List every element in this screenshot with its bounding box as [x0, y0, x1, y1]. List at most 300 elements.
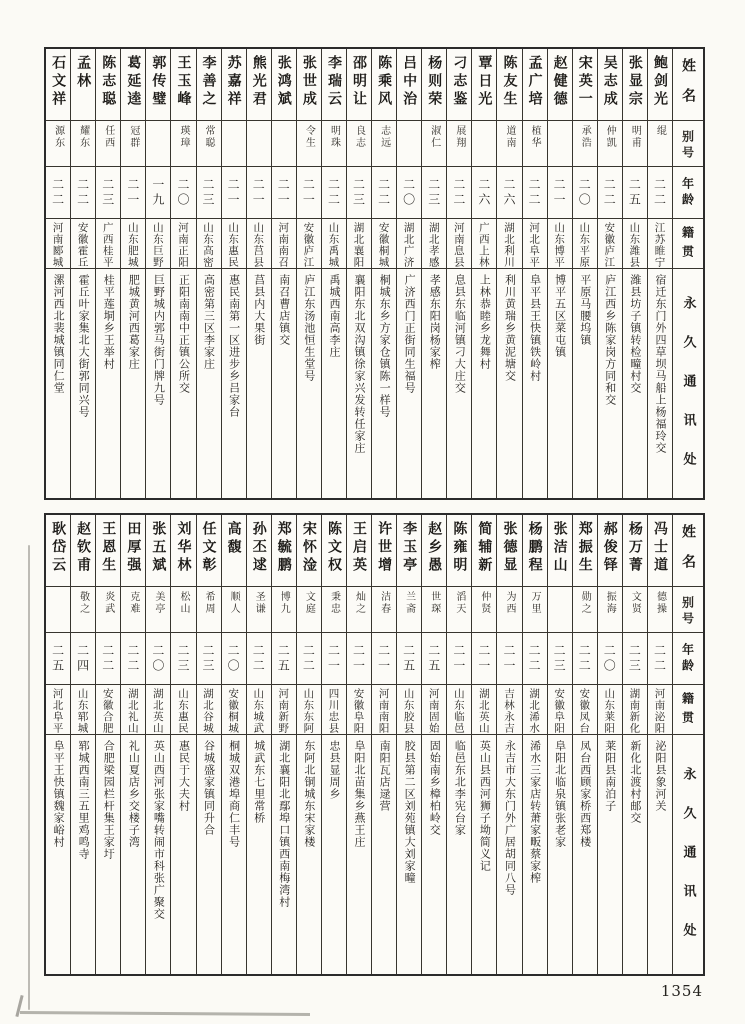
name-cell — [472, 515, 496, 587]
name-text: 鲍剑光 — [651, 55, 668, 109]
alias-text: 明甫 — [629, 125, 641, 149]
origin-cell — [197, 219, 221, 269]
address-cell — [347, 735, 371, 974]
age-text: 二二 — [527, 177, 542, 208]
age-cell — [372, 633, 396, 685]
origin-text: 山东平原 — [578, 222, 591, 268]
alias-cell — [447, 587, 471, 633]
header-address-cell — [673, 269, 703, 498]
name-cell — [247, 515, 271, 587]
name-cell — [96, 515, 120, 587]
person-column — [145, 515, 170, 974]
header-address-cell — [673, 735, 703, 974]
address-cell — [472, 269, 496, 498]
age-cell — [598, 167, 622, 219]
name-text: 郝俊铎 — [601, 521, 618, 575]
origin-cell — [297, 685, 321, 735]
address-text: 潍县坊子镇转检疃村交 — [628, 274, 642, 394]
name-cell — [272, 515, 296, 587]
age-text: 二四 — [75, 643, 90, 674]
person-column — [246, 49, 271, 498]
name-cell — [573, 49, 597, 121]
origin-text: 河北阜平 — [51, 688, 64, 734]
address-cell — [573, 735, 597, 974]
alias-cell — [96, 587, 120, 633]
age-text: 二一 — [376, 643, 391, 674]
origin-text: 山东胶县 — [402, 688, 415, 734]
name-text: 陈文权 — [325, 521, 342, 575]
name-cell — [573, 515, 597, 587]
address-cell — [472, 735, 496, 974]
alias-cell — [347, 121, 371, 167]
age-cell — [171, 633, 195, 685]
alias-text: 源东 — [52, 125, 64, 149]
address-cell — [96, 735, 120, 974]
age-cell — [322, 167, 346, 219]
name-cell — [347, 515, 371, 587]
header-name-cell — [673, 515, 703, 587]
alias-cell — [322, 587, 346, 633]
name-text: 赵钦甫 — [75, 521, 92, 575]
alias-text: 圣谦 — [253, 591, 265, 615]
alias-text: 敬之 — [77, 591, 89, 615]
age-cell — [573, 167, 597, 219]
age-text: 二一 — [351, 643, 366, 674]
person-column — [70, 515, 95, 974]
address-text: 浠水三家店转萧家畈蔡家榨 — [528, 740, 542, 884]
address-cell — [71, 735, 95, 974]
name-cell — [648, 49, 672, 121]
age-text: 二三 — [627, 643, 642, 674]
alias-text: 德操 — [654, 591, 666, 615]
name-text: 陈雍明 — [451, 521, 468, 575]
alias-text: 冠群 — [127, 125, 139, 149]
person-column — [120, 49, 145, 498]
name-cell — [523, 49, 547, 121]
alias-text: 淑仁 — [428, 125, 440, 149]
origin-cell — [372, 685, 396, 735]
age-cell — [146, 633, 170, 685]
age-cell — [71, 633, 95, 685]
person-column — [46, 515, 70, 974]
alias-cell — [472, 587, 496, 633]
origin-text: 山东高密 — [202, 222, 215, 268]
age-cell — [197, 633, 221, 685]
alias-cell — [497, 587, 521, 633]
origin-text: 江苏睢宁 — [653, 222, 666, 268]
age-cell — [197, 167, 221, 219]
origin-cell — [46, 685, 70, 735]
header-alias-text: 别号 — [680, 595, 695, 628]
name-cell — [548, 49, 572, 121]
alias-text: 顺人 — [228, 591, 240, 615]
origin-text: 山东东阿 — [302, 688, 315, 734]
address-text: 礼山夏店乡交楼子湾 — [127, 740, 141, 848]
origin-cell — [146, 685, 170, 735]
age-cell — [121, 167, 145, 219]
address-cell — [146, 269, 170, 498]
age-text: 二三 — [100, 177, 115, 208]
person-column — [296, 515, 321, 974]
address-cell — [548, 269, 572, 498]
person-column — [572, 49, 597, 498]
person-column — [145, 49, 170, 498]
address-cell — [397, 735, 421, 974]
age-cell — [347, 167, 371, 219]
address-text: 忠县显周乡 — [327, 740, 341, 800]
origin-cell — [146, 219, 170, 269]
alias-cell — [347, 587, 371, 633]
origin-cell — [497, 219, 521, 269]
alias-cell — [96, 121, 120, 167]
person-column — [170, 49, 195, 498]
name-text: 孟广培 — [526, 55, 543, 109]
alias-text: 志远 — [378, 125, 390, 149]
name-text: 葛延逵 — [125, 55, 142, 109]
name-text: 覃日光 — [476, 55, 493, 109]
age-cell — [222, 633, 246, 685]
alias-cell — [322, 121, 346, 167]
person-column — [572, 515, 597, 974]
alias-text: 令生 — [303, 125, 315, 149]
origin-cell — [222, 685, 246, 735]
origin-text: 安徽凤台 — [578, 688, 591, 734]
alias-cell — [523, 587, 547, 633]
age-text: 二二 — [652, 643, 667, 674]
age-text: 二三 — [201, 177, 216, 208]
name-cell — [297, 49, 321, 121]
alias-text: 克难 — [127, 591, 139, 615]
age-cell — [447, 167, 471, 219]
alias-text: 炎武 — [102, 591, 114, 615]
directory-table-bottom — [44, 513, 705, 976]
age-cell — [422, 633, 446, 685]
name-text: 耿岱云 — [50, 521, 67, 575]
directory-table-top — [44, 47, 705, 500]
alias-text: 松山 — [177, 591, 189, 615]
origin-text: 山东惠民 — [176, 688, 189, 734]
age-text: 二二 — [451, 177, 466, 208]
age-cell — [497, 167, 521, 219]
address-cell — [497, 269, 521, 498]
age-text: 二一 — [476, 643, 491, 674]
origin-cell — [548, 685, 572, 735]
alias-cell — [472, 121, 496, 167]
person-column — [622, 49, 647, 498]
person-column — [446, 49, 471, 498]
address-cell — [523, 269, 547, 498]
name-text: 简辅新 — [476, 521, 493, 575]
origin-text: 河南南召 — [277, 222, 290, 268]
age-cell — [121, 633, 145, 685]
address-text: 博平五区菜屯镇 — [553, 274, 567, 358]
scan-artifact-left-edge — [28, 545, 30, 1010]
header-name-cell — [673, 49, 703, 121]
person-column — [170, 515, 195, 974]
name-text: 李瑞云 — [325, 55, 342, 109]
alias-text: 振海 — [604, 591, 616, 615]
alias-text: 良志 — [353, 125, 365, 149]
person-column — [622, 515, 647, 974]
origin-cell — [247, 219, 271, 269]
age-text: 二一 — [125, 177, 140, 208]
person-column — [421, 49, 446, 498]
name-cell — [222, 49, 246, 121]
name-cell — [447, 515, 471, 587]
origin-cell — [648, 219, 672, 269]
name-cell — [146, 49, 170, 121]
address-cell — [598, 735, 622, 974]
origin-cell — [523, 685, 547, 735]
age-text: 二一 — [501, 643, 516, 674]
alias-text: 勋之 — [579, 591, 591, 615]
alias-cell — [397, 121, 421, 167]
age-cell — [96, 167, 120, 219]
age-cell — [472, 633, 496, 685]
age-text: 二六 — [501, 177, 516, 208]
age-cell — [46, 167, 70, 219]
alias-cell — [146, 121, 170, 167]
origin-text: 山东莒县 — [252, 222, 265, 268]
page-number: 1354 — [660, 982, 703, 1000]
name-cell — [171, 515, 195, 587]
age-cell — [372, 167, 396, 219]
age-cell — [523, 633, 547, 685]
address-text: 正阳南南中正镇公所交 — [177, 274, 191, 394]
name-cell — [71, 515, 95, 587]
person-column — [496, 49, 521, 498]
origin-text: 山东巨野 — [151, 222, 164, 268]
address-text: 桂平莲垌乡王举村 — [102, 274, 116, 370]
age-text: 二三 — [552, 643, 567, 674]
origin-text: 湖北英山 — [477, 688, 490, 734]
age-text: 二二 — [75, 177, 90, 208]
alias-cell — [598, 587, 622, 633]
alias-cell — [121, 121, 145, 167]
age-cell — [71, 167, 95, 219]
address-cell — [247, 269, 271, 498]
alias-cell — [71, 587, 95, 633]
origin-cell — [71, 685, 95, 735]
name-cell — [422, 49, 446, 121]
header-address-text: 永久通讯处 — [680, 295, 696, 491]
address-text: 凤台西顾家桥西郑楼 — [578, 740, 592, 848]
origin-text: 吉林永吉 — [502, 688, 515, 734]
address-text: 阜阳北临泉镇张老家 — [553, 740, 567, 848]
age-cell — [272, 167, 296, 219]
alias-text: 博九 — [278, 591, 290, 615]
address-text: 高密第三区李家庄 — [202, 274, 216, 370]
person-column — [196, 49, 221, 498]
origin-text: 河南固始 — [427, 688, 440, 734]
address-cell — [222, 269, 246, 498]
alias-cell — [272, 121, 296, 167]
alias-text: 文贤 — [629, 591, 641, 615]
alias-cell — [623, 587, 647, 633]
age-cell — [222, 167, 246, 219]
origin-cell — [598, 219, 622, 269]
alias-text: 美亭 — [152, 591, 164, 615]
origin-text: 湖北礼山 — [126, 688, 139, 734]
alias-cell — [548, 121, 572, 167]
name-cell — [497, 49, 521, 121]
name-text: 张德显 — [501, 521, 518, 575]
origin-cell — [472, 219, 496, 269]
address-cell — [146, 735, 170, 974]
origin-text: 安徽桐城 — [377, 222, 390, 268]
address-text: 桐城双港埠商仁丰号 — [227, 740, 241, 848]
age-text: 二二 — [577, 643, 592, 674]
alias-cell — [573, 121, 597, 167]
origin-cell — [422, 685, 446, 735]
origin-text: 安徽庐江 — [302, 222, 315, 268]
name-cell — [548, 515, 572, 587]
alias-cell — [548, 587, 572, 633]
alias-text: 世琛 — [428, 591, 440, 615]
address-text: 固始南乡樟柏岭交 — [428, 740, 442, 836]
origin-cell — [322, 219, 346, 269]
origin-text: 河南正阳 — [176, 222, 189, 268]
header-name-text: 姓名 — [680, 523, 696, 584]
name-text: 孙丕逑 — [250, 521, 267, 575]
address-cell — [347, 269, 371, 498]
alias-cell — [648, 121, 672, 167]
person-column — [496, 515, 521, 974]
alias-text: 灿之 — [353, 591, 365, 615]
origin-cell — [322, 685, 346, 735]
age-text: 二三 — [426, 177, 441, 208]
age-text: 二一 — [301, 177, 316, 208]
name-cell — [197, 515, 221, 587]
alias-cell — [197, 587, 221, 633]
address-cell — [197, 735, 221, 974]
name-text: 王启英 — [351, 521, 368, 575]
address-cell — [648, 735, 672, 974]
origin-text: 安徽阜阳 — [352, 688, 365, 734]
name-text: 苏嘉祥 — [225, 55, 242, 109]
person-column — [120, 515, 145, 974]
address-text: 阜平县王快镇铁岭村 — [528, 274, 542, 382]
name-cell — [46, 515, 70, 587]
name-cell — [447, 49, 471, 121]
address-cell — [322, 735, 346, 974]
address-cell — [171, 269, 195, 498]
address-text: 惠民于大夫村 — [177, 740, 191, 812]
name-text: 陈友生 — [501, 55, 518, 109]
origin-cell — [623, 219, 647, 269]
origin-text: 湖北谷城 — [202, 688, 215, 734]
name-text: 郑毓鹏 — [275, 521, 292, 575]
age-cell — [297, 167, 321, 219]
header-column — [672, 515, 703, 974]
alias-cell — [297, 587, 321, 633]
alias-text: 为西 — [503, 591, 515, 615]
age-cell — [472, 167, 496, 219]
alias-text: 绲 — [654, 125, 666, 137]
name-text: 杨万菁 — [626, 521, 643, 575]
alias-text: 洁春 — [378, 591, 390, 615]
address-cell — [297, 735, 321, 974]
address-cell — [46, 269, 70, 498]
address-text: 泌阳县象河关 — [653, 740, 667, 812]
name-cell — [146, 515, 170, 587]
person-column — [471, 49, 496, 498]
origin-cell — [272, 685, 296, 735]
header-alias-cell — [673, 587, 703, 633]
name-text: 孟林 — [75, 55, 92, 91]
address-cell — [422, 735, 446, 974]
name-cell — [171, 49, 195, 121]
name-cell — [523, 515, 547, 587]
name-cell — [272, 49, 296, 121]
name-text: 张显宗 — [626, 55, 643, 109]
address-text: 合肥梁园栏杆集王家圩 — [102, 740, 116, 860]
address-text: 肥城黄河西葛家庄 — [127, 274, 141, 370]
name-text: 高馥 — [225, 521, 242, 557]
age-cell — [548, 633, 572, 685]
origin-text: 河南郾城 — [51, 222, 64, 268]
person-column — [597, 515, 622, 974]
origin-text: 广西桂平 — [101, 222, 114, 268]
origin-cell — [573, 219, 597, 269]
alias-cell — [121, 587, 145, 633]
age-cell — [447, 633, 471, 685]
alias-text: 仲贤 — [478, 591, 490, 615]
name-cell — [372, 515, 396, 587]
origin-cell — [523, 219, 547, 269]
name-text: 宋英一 — [576, 55, 593, 109]
origin-cell — [171, 219, 195, 269]
age-text: 二二 — [602, 177, 617, 208]
address-text: 平原马腰坞镇 — [578, 274, 592, 346]
age-cell — [497, 633, 521, 685]
address-text: 临邑东北李宪台家 — [453, 740, 467, 836]
name-text: 张鸿斌 — [275, 55, 292, 109]
alias-cell — [46, 587, 70, 633]
name-text: 李善之 — [200, 55, 217, 109]
name-text: 赵健德 — [551, 55, 568, 109]
age-text: 二五 — [627, 177, 642, 208]
age-cell — [623, 633, 647, 685]
person-column — [95, 49, 120, 498]
name-text: 刁志鉴 — [451, 55, 468, 109]
name-cell — [497, 515, 521, 587]
address-cell — [46, 735, 70, 974]
origin-cell — [347, 685, 371, 735]
alias-text: 常聪 — [203, 125, 215, 149]
origin-cell — [96, 219, 120, 269]
person-column — [246, 515, 271, 974]
person-column — [271, 49, 296, 498]
origin-text: 湖北英山 — [151, 688, 164, 734]
scan-artifact-bottom-edge — [20, 1011, 310, 1016]
name-text: 李玉亭 — [401, 521, 418, 575]
name-cell — [322, 49, 346, 121]
header-age-text: 年龄 — [680, 642, 695, 675]
name-cell — [71, 49, 95, 121]
origin-cell — [447, 685, 471, 735]
header-origin-text: 籍贯 — [680, 226, 695, 264]
name-text: 许世增 — [376, 521, 393, 575]
alias-cell — [247, 121, 271, 167]
name-text: 田厚强 — [125, 521, 142, 575]
name-cell — [297, 515, 321, 587]
address-text: 城武东七里常桥 — [252, 740, 266, 824]
age-cell — [523, 167, 547, 219]
address-cell — [222, 735, 246, 974]
address-text: 襄阳东北双沟镇徐家兴发转任家庄 — [353, 274, 367, 454]
name-text: 邵明让 — [351, 55, 368, 109]
